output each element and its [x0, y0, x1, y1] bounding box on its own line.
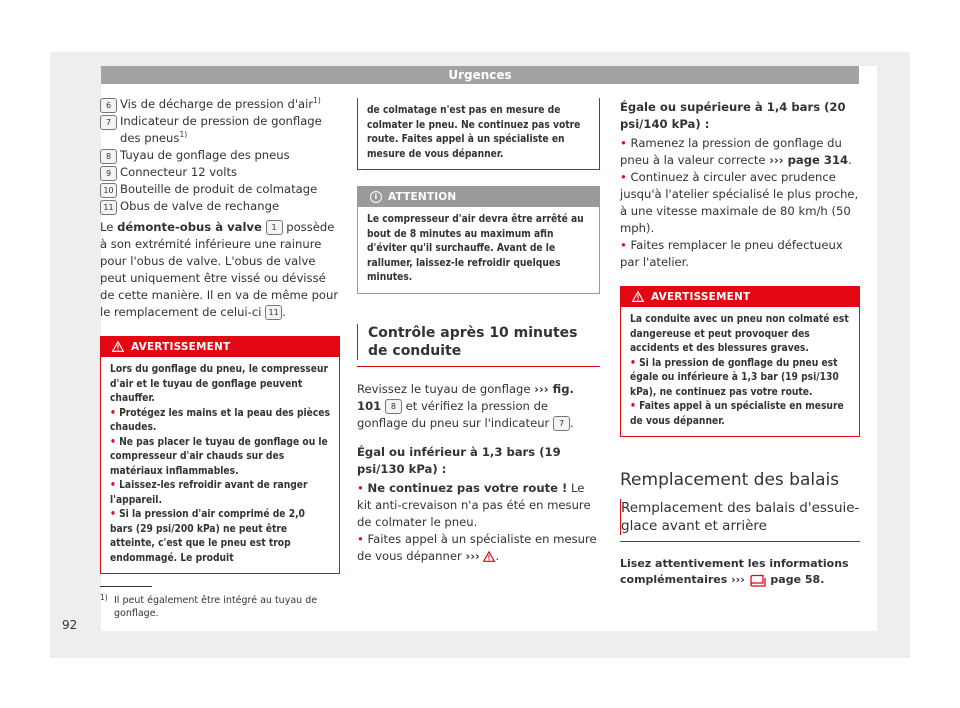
section-rule	[357, 366, 600, 367]
legend-number: 6	[100, 98, 117, 113]
warning-triangle-icon	[632, 291, 644, 302]
bullet-item: • Faites remplacer le pneu défectueux par l'atelier.	[620, 238, 843, 269]
warning-bullet: • Si la pression de gonflage du pneu est égale ou inférieure à 1,3 bar (19 psi/130 kPa), ne continuez pas votre route.	[630, 357, 839, 398]
warning-body: Lors du gonflage du pneu, le compresseur d'air et le tuyau de gonflage peuvent chauffer. • Protégez les mains et la peau des pièces chaudes. • Ne pas placer le tuyau de gonflage ou le compresseur d'air chauds sur des matériaux inflammables. • Laissez-les refroidir avant de ranger l'appareil. • Si la pression d'air comprimé de 2,0 bars (29 psi/200 kPa) ne peut être atteinte, c'est que le pneu est trop endommagé. Le produit	[101, 357, 339, 573]
section-rule	[620, 541, 860, 542]
attention-body: Le compresseur d'air devra être arrêté au bout de 8 minutes au maximum afin d'éviter qu'il surchauffe. Avant de le rallumer, laissez-le refroidir quelques minutes.	[367, 214, 584, 283]
legend-number: 11	[100, 200, 117, 215]
legend-number: 8	[100, 149, 117, 164]
attention-box	[357, 186, 600, 294]
legend-item: 8 Tuyau de gonflage des pneus	[100, 147, 340, 164]
warning-box	[620, 286, 860, 437]
warning-triangle-icon	[483, 551, 495, 562]
book-icon	[749, 574, 767, 587]
section-heading-block	[357, 324, 600, 360]
subsection-title: Remplacement des balais d'essuie-glace avant et arrière	[621, 500, 860, 534]
warning-link[interactable]: ›››	[465, 548, 480, 563]
legend-item: 10 Bouteille de produit de colmatage	[100, 181, 340, 198]
figure-link[interactable]: ››› fig. 101	[357, 381, 574, 413]
inline-number: 7	[553, 416, 570, 431]
warning-bullet: • Laissez-les refroidir avant de ranger l'appareil.	[110, 480, 308, 506]
info-link[interactable]: ›››	[731, 573, 745, 586]
chapter-section-title: Remplacement des balais	[620, 470, 840, 490]
bullet-item: • Ramenez la pression de gonflage du pneu à la valeur correcte ››› page 314.	[620, 136, 852, 167]
page-link[interactable]: ››› page 314	[769, 153, 849, 167]
inline-number: 11	[265, 305, 282, 320]
condition-heading: Égal ou inférieur à 1,3 bars (19 psi/130 kPa) :	[357, 444, 561, 476]
refit-paragraph: Revissez le tuyau de gonflage ››› fig. 101 8 et vérifiez la pression de gonflage du pneu sur l'indicateur 7 .	[357, 381, 574, 430]
warning-bullet: • Si la pression d'air comprimé de 2,0 bars (29 psi/200 kPa) ne peut être atteinte, c'est que le pneu est trop endommagé. Le produit	[110, 509, 305, 564]
legend-number: 7	[100, 115, 117, 130]
bullet-item: • Ne continuez pas votre route ! Le kit anti-crevaison n'a pas été en mesure de colmater le pneu.	[357, 480, 591, 529]
inline-number: 1	[266, 220, 283, 235]
warning-header: AVERTISSEMENT	[621, 287, 859, 307]
info-circle-icon: i	[370, 191, 382, 203]
valve-paragraph: Le démonte-obus à valve 1 possède à son extrémité inférieure une rainure pour l'obus de valve. L'obus de valve peut uniquement être vissé ou dévissé de cette manière. Il en va de même pour le remplacement de celui-ci 11 .	[100, 220, 339, 319]
chapter-header: Urgences	[101, 66, 859, 84]
bullet-item: • Faites appel à un spécialiste en mesure de vous dépanner ››› .	[357, 531, 597, 563]
footnote: 1) Il peut également être intégré au tuyau de gonflage.	[100, 593, 318, 619]
legend-item: 11 Obus de valve de rechange	[100, 198, 340, 215]
bullet-item: • Continuez à circuler avec prudence jusqu'à l'atelier spécialisé le plus proche, à une vitesse maximale de 80 km/h (50 mph).	[620, 170, 859, 235]
page-number: 92	[62, 618, 78, 632]
warning-bullet: • Ne pas placer le tuyau de gonflage ou le compresseur d'air chauds sur des matériaux inflammables.	[110, 436, 328, 477]
condition-heading: Égale ou supérieure à 1,4 bars (20 psi/140 kPa) :	[620, 100, 846, 131]
legend-item: 9 Connecteur 12 volts	[100, 164, 340, 181]
footnote-rule	[100, 586, 152, 587]
legend-number: 10	[100, 183, 117, 198]
warning-bullet: • Protégez les mains et la peau des pièces chaudes.	[110, 407, 330, 433]
inline-number: 8	[385, 399, 402, 414]
section-title: Contrôle après 10 minutes de conduite	[368, 324, 578, 359]
legend-number: 9	[100, 166, 117, 181]
warning-box	[100, 336, 340, 574]
column-1	[100, 96, 340, 574]
attention-header: i ATTENTION	[358, 187, 599, 207]
legend-item: 6 Vis de décharge de pression d'air$^{1)}$	[100, 96, 340, 113]
column-3	[620, 96, 860, 588]
warning-body: La conduite avec un pneu non colmaté est dangereuse et peut provoquer des accidents et des blessures graves. • Si la pression de gonflage du pneu est égale ou inférieure à 1,3 bar (19 psi/130 kPa), ne continuez pas votre route. • Faites appel à un spécialiste en mesure de vous dépanner.	[621, 307, 859, 436]
column-2	[357, 96, 600, 565]
warning-bullet: • Faites appel à un spécialiste en mesure de vous dépanner.	[630, 401, 844, 427]
warning-box-continued	[357, 98, 600, 170]
warning-triangle-icon	[112, 341, 124, 352]
legend-item: 7 Indicateur de pression de gonflage des pneus$^{1)}$	[100, 113, 340, 147]
read-info-paragraph: Lisez attentivement les informations complémentaires ››› page 58.	[620, 557, 849, 586]
warning-header: AVERTISSEMENT	[101, 337, 339, 357]
warning-continued-text: de colmatage n'est pas en mesure de colmater le pneu. Ne continuez pas votre route. Faites appel à un spécialiste en mesure de vous dépanner.	[367, 105, 581, 160]
